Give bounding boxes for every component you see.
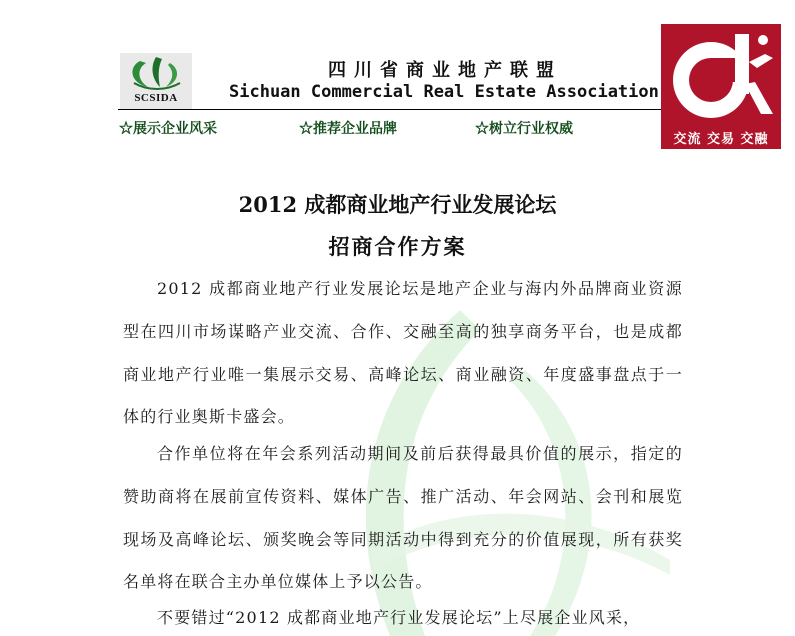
slogan-recommend: ☆推荐企业品牌 [299, 121, 397, 137]
header-divider [118, 109, 663, 110]
cr-logo-icon [661, 24, 781, 129]
paragraph-benefits: 合作单位将在年会系列活动期间及前后获得最具价值的展示，指定的赞助商将在展前宣传资料、媒体广告、推广活动、年会网站、会刊和展览现场及高峰论坛、颁奖晚会等同期活动中得到充分的价值展现，所有获奖名单将在联合主办单位媒体上予以公告。 [123, 444, 683, 592]
paragraph-call-to-action: 不要错过“2012 成都商业地产行业发展论坛”上尽展企业风采， [157, 608, 641, 627]
document-title: 2012 成都商业地产行业发展论坛 [238, 192, 557, 217]
org-name-en: Sichuan Commercial Real Estate Association [229, 82, 659, 102]
cr-logo [661, 24, 781, 149]
scsida-logo-icon [120, 53, 192, 93]
slogan-showcase: ☆展示企业风采 [119, 121, 217, 137]
scsida-logo [120, 53, 192, 109]
document-subtitle: 招商合作方案 [328, 234, 467, 259]
logo-right-text: 交流 交易 交融 [673, 132, 769, 147]
logo-left-text: SCSIDA [134, 92, 178, 104]
paragraph-intro: 2012 成都商业地产行业发展论坛是地产企业与海内外品牌商业资源型在四川市场谋略产业交流、合作、交融至高的独享商务平台，也是成都商业地产行业唯一集展示交易、高峰论坛、商业融资、年度盛事盘点于一体的行业奥斯卡盛会。 [123, 279, 683, 427]
org-name-cn: 四川省商业地产联盟 [328, 60, 562, 81]
slogan-authority: ☆树立行业权威 [475, 121, 573, 137]
